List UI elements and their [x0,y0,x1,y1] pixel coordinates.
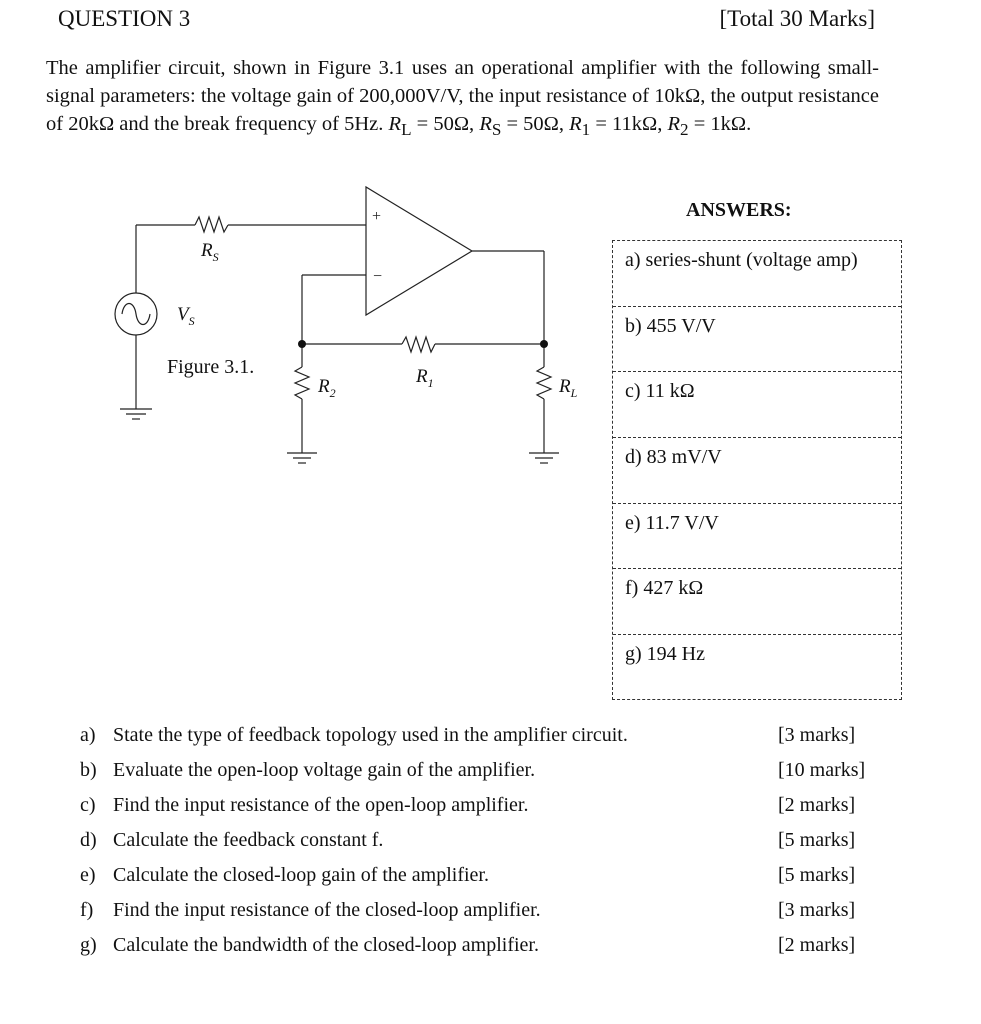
r1-value: = 11kΩ, [590,113,668,135]
part-letter: b) [80,759,97,781]
part-letter: d) [80,829,97,851]
r2-label: $R_2$ [318,376,336,400]
part-marks: [5 marks] [778,829,856,851]
answer-d: d) 83 mV/V [613,438,901,504]
node-dot-icon [540,340,548,348]
part-text: Calculate the bandwidth of the closed-loop amplifier. [113,934,539,956]
part-text: State the type of feedback topology used in the amplifier circuit. [113,724,628,746]
part-letter: c) [80,794,96,816]
r1-subscript: 1 [581,120,591,140]
part-marks: [5 marks] [778,864,856,886]
rs-subscript: S [491,120,502,140]
part-row [80,858,880,893]
part-row [80,788,880,823]
answer-g: g) 194 Hz [625,643,705,666]
r2-symbol: R [667,113,681,135]
rs-label: $R_S$ [201,240,219,264]
answer-b: b) 455 V/V [613,307,901,373]
rl-subscript: L [401,120,412,140]
plus-sign: + [372,208,382,225]
part-marks: [2 marks] [778,934,856,956]
part-row [80,753,880,788]
part-row [80,718,880,753]
rl-label: $R_L$ [559,376,578,400]
total-marks: [Total 30 Marks] [719,6,875,31]
part-marks: [2 marks] [778,794,856,816]
part-text: Evaluate the open-loop voltage gain of the amplifier. [113,759,536,781]
answer-a: a) series-shunt (voltage amp) [613,241,901,307]
part-marks: [10 marks] [778,759,866,781]
part-letter: a) [80,724,96,746]
rl-resistor-icon [537,367,551,399]
part-text: Calculate the closed-loop gain of the amplifier. [113,864,489,886]
r2-value: = 1kΩ. [688,113,752,135]
answer-f: f) 427 kΩ [613,569,901,635]
intro-text: The amplifier circuit, shown in Figure 3.1 uses an operational amplifier with the following small-signal parameters: the voltage gain of 200,000V/V, the input resistance of 10kΩ, the output resistance of 20kΩ and the break frequency of 5Hz. [46,57,879,135]
r1-label: $R_1$ [416,366,434,390]
intro-paragraph [46,54,879,144]
part-marks: [3 marks] [778,899,856,921]
answer-c: c) 11 kΩ [613,372,901,438]
part-row [80,823,880,858]
r1-resistor-icon [402,337,435,352]
r2-resistor-icon [295,367,309,399]
part-letter: e) [80,864,96,886]
rs-resistor-icon [195,217,228,232]
circuit-diagram [100,180,600,480]
op-amp-icon [366,187,472,315]
r1-symbol: R [569,113,582,135]
part-text: Calculate the feedback constant f. [113,829,384,851]
rl-value: = 50Ω, [411,113,480,135]
minus-sign: − [373,268,383,285]
answers-title: ANSWERS: [686,199,792,221]
answers-box [612,240,902,700]
question-parts [80,718,880,963]
rs-value: = 50Ω, [501,113,570,135]
vs-label: $V_S$ [177,304,195,328]
part-text: Find the input resistance of the closed-loop amplifier. [113,899,541,921]
answer-e: e) 11.7 V/V [613,504,901,570]
part-row [80,928,880,963]
figure-caption: Figure 3.1. [167,356,255,378]
rl-symbol: R [388,113,402,135]
part-text: Find the input resistance of the open-loop amplifier. [113,794,529,816]
part-letter: g) [80,934,97,956]
node-dot-icon [298,340,306,348]
question-title: QUESTION 3 [58,6,191,31]
r2-subscript: 2 [680,120,689,140]
part-marks: [3 marks] [778,724,856,746]
part-row [80,893,880,928]
part-letter: f) [80,899,94,921]
rs-symbol: R [479,113,492,135]
